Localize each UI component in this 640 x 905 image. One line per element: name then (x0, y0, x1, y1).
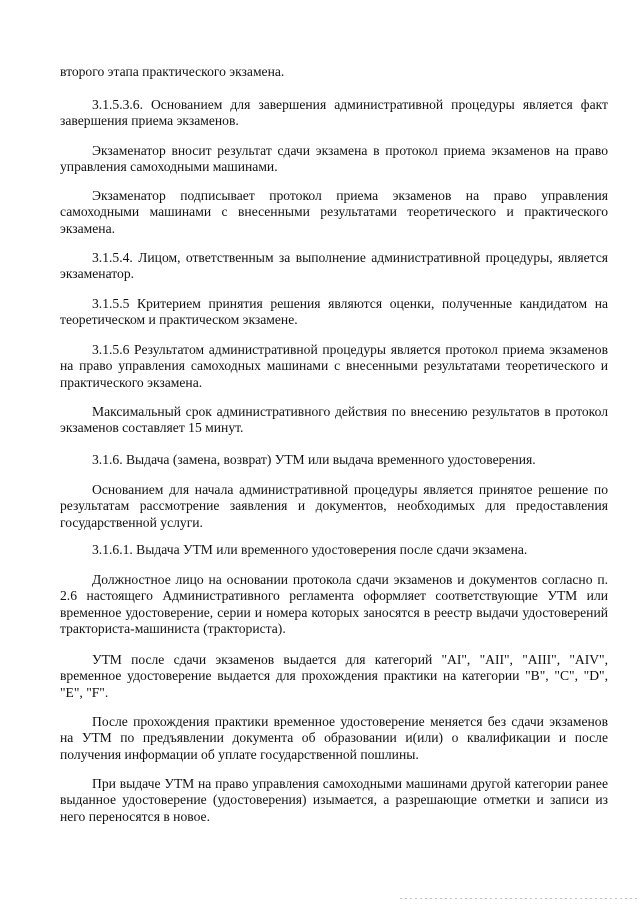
paragraph-official: Должностное лицо на основании протокола сдачи экзаменов и документов согласно п. 2.6 настоящего Административного регламента оформляет соответствующие УТМ или временное удостоверение, серии и номера которых заносятся в реестр выдачи удостоверений тракториста-машиниста (тракториста). (60, 572, 608, 637)
paragraph-3-1-6: 3.1.6. Выдача (замена, возврат) УТМ или выдача временного удостоверения. (92, 452, 536, 467)
paragraph-3-1-5-3-6: 3.1.5.3.6. Основанием для завершения административной процедуры является факт завершения приема экзаменов. (60, 97, 608, 129)
paragraph-3-1-5-5: 3.1.5.5 Критерием принятия решения являются оценки, полученные кандидатом на теоретическом и практическом экзамене. (60, 296, 608, 328)
paragraph-continuation: второго этапа практического экзамена. (60, 64, 285, 79)
paragraph-basis: Основанием для начала административной процедуры является принятое решение по результатам рассмотрение заявления и документов, необходимых для предоставления государственной услуги. (60, 482, 608, 530)
paragraph-3-1-5-4: 3.1.5.4. Лицом, ответственным за выполнение административной процедуры, является экзаменатор. (60, 250, 608, 282)
paragraph-practice: После прохождения практики временное удостоверение меняется без сдачи экзаменов на УТМ по предъявлении документа об образовании и(или) о квалификации и после получения информации об уплате государственной пошлины. (60, 714, 608, 762)
paragraph-categories: УТМ после сдачи экзаменов выдается для категорий "AI", "AII", "AIII", "AIV", временное удостоверение выдается для прохождения практики на категории "B", "C", "D", "E", "F". (60, 652, 608, 700)
paragraph-3-1-6-1: 3.1.6.1. Выдача УТМ или временного удостоверения после сдачи экзамена. (92, 542, 528, 557)
paragraph-max-time: Максимальный срок административного действия по внесению результатов в протокол экзаменов составляет 15 минут. (60, 404, 608, 436)
paragraph-examiner-signs: Экзаменатор подписывает протокол приема экзаменов на право управления самоходными машинами с внесенными результатами теоретического и практического экзамена. (60, 188, 608, 236)
paragraph-3-1-5-6: 3.1.5.6 Результатом административной процедуры является протокол приема экзаменов на право управления самоходных машинами с внесенными результатами теоретического и практического экзамена. (60, 342, 608, 390)
scan-edge-artifact (400, 898, 640, 899)
paragraph-replacement: При выдаче УТМ на право управления самоходными машинами другой категории ранее выданное удостоверение (удостоверения) изымается, а разрешающие отметки и записи из него переносятся в новое. (60, 776, 608, 824)
paragraph-examiner-records: Экзаменатор вносит результат сдачи экзамена в протокол приема экзаменов на право управления самоходными машинами. (60, 143, 608, 175)
